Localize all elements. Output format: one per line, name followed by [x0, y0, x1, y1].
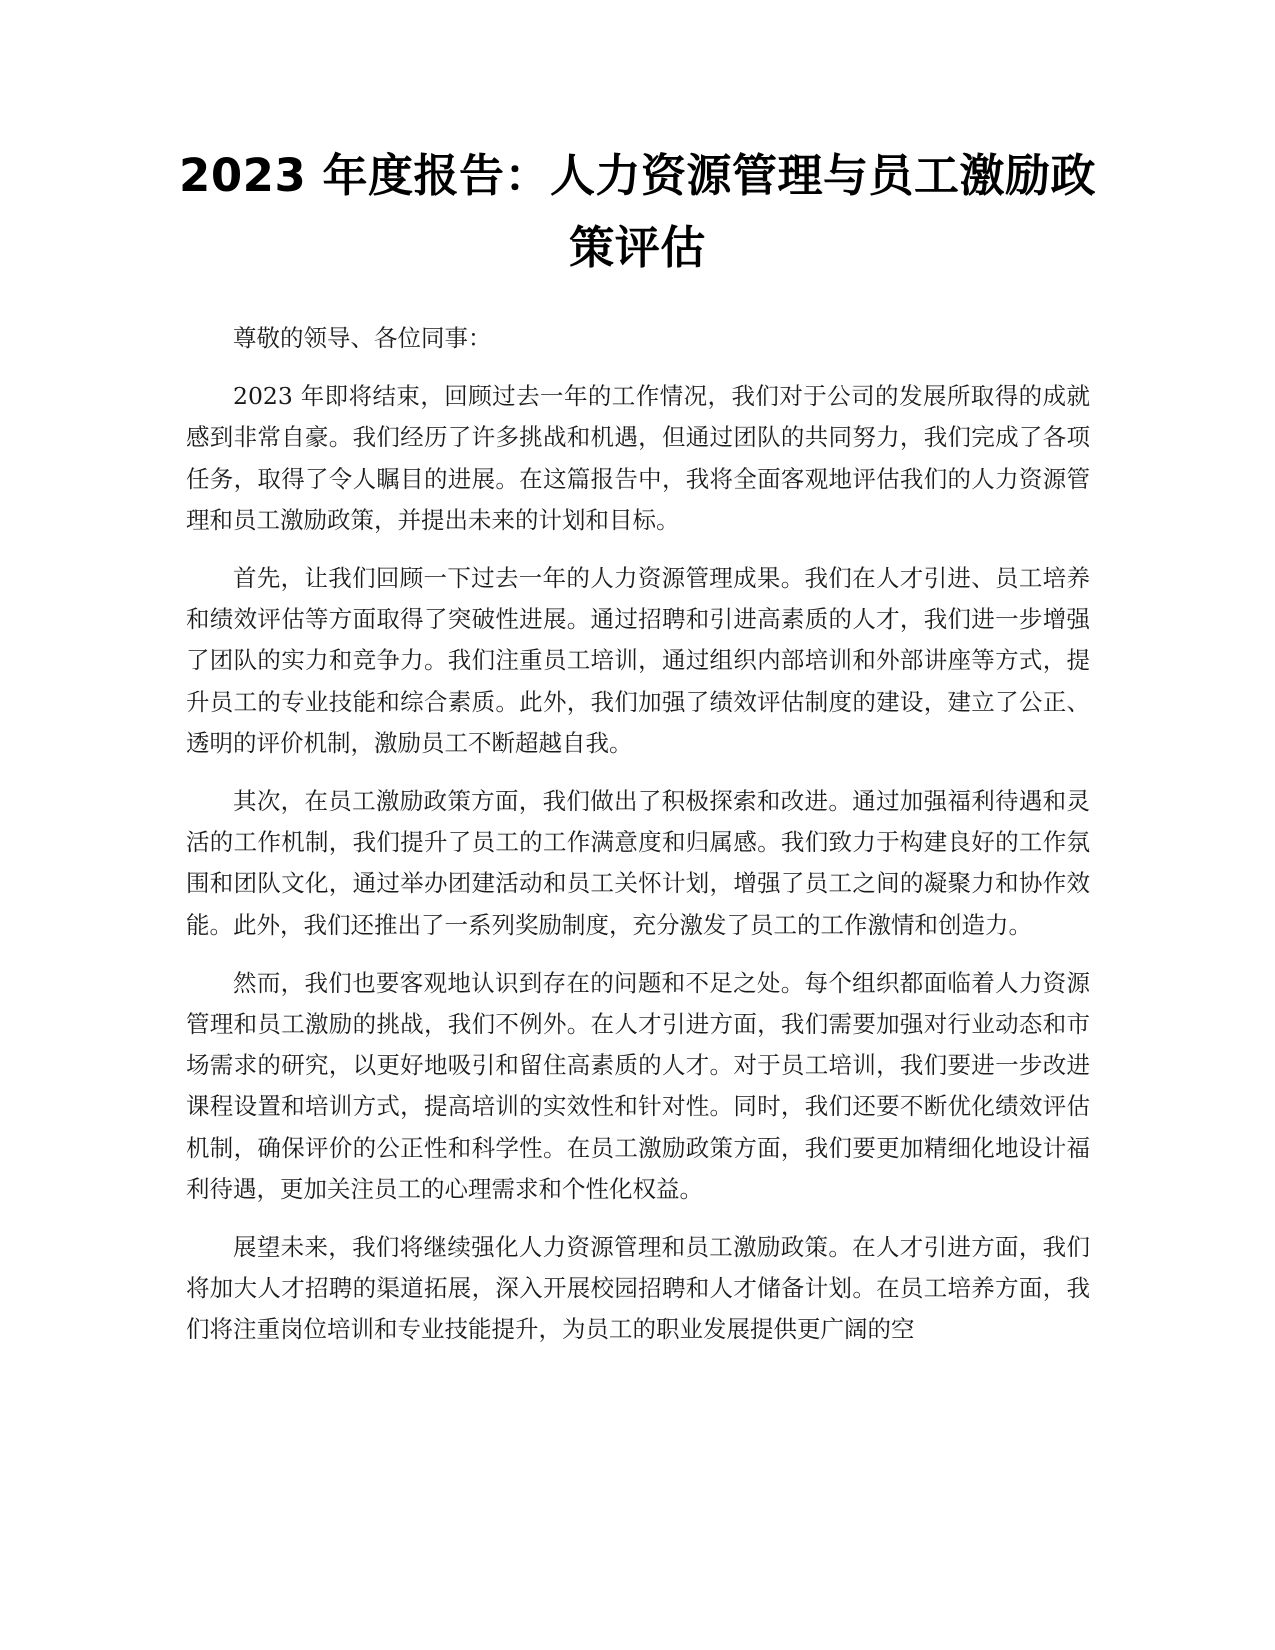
intro-paragraph: 2023 年即将结束，回顾过去一年的工作情况，我们对于公司的发展所取得的成就感到非常自豪。我们经历了许多挑战和机遇，但通过团队的共同努力，我们完成了各项任务，取得了令人瞩目的进展。在这篇报告中，我将全面客观地评估我们的人力资源管理和员工激励政策，并提出未来的计划和目标。: [186, 382, 1090, 534]
hr-achievements-paragraph: 首先，让我们回顾一下过去一年的人力资源管理成果。我们在人才引进、员工培养和绩效评估等方面取得了突破性进展。通过招聘和引进高素质的人才，我们进一步增强了团队的实力和竞争力。我们注重员工培训，通过组织内部培训和外部讲座等方式，提升员工的专业技能和综合素质。此外，我们加强了绩效评估制度的建设，建立了公正、透明的评价机制，激励员工不断超越自我。: [186, 564, 1090, 757]
incentive-policy-paragraph: 其次，在员工激励政策方面，我们做出了积极探索和改进。通过加强福利待遇和灵活的工作机制，我们提升了员工的工作满意度和归属感。我们致力于构建良好的工作氛围和团队文化，通过举办团建活动和员工关怀计划，增强了员工之间的凝聚力和协作效能。此外，我们还推出了一系列奖励制度，充分激发了员工的工作激情和创造力。: [186, 787, 1090, 939]
document-title: 2023 年度报告：人力资源管理与员工激励政策评估: [179, 149, 1096, 274]
document-body: [186, 318, 1090, 1368]
salutation-paragraph: 尊敬的领导、各位同事：: [233, 324, 492, 352]
issues-paragraph: 然而，我们也要客观地认识到存在的问题和不足之处。每个组织都面临着人力资源管理和员工激励的挑战，我们不例外。在人才引进方面，我们需要加强对行业动态和市场需求的研究，以更好地吸引和留住高素质的人才。对于员工培训，我们要进一步改进课程设置和培训方式，提高培训的实效性和针对性。同时，我们还要不断优化绩效评估机制，确保评价的公正性和科学性。在员工激励政策方面，我们要更加精细化地设计福利待遇，更加关注员工的心理需求和个性化权益。: [186, 968, 1090, 1203]
outlook-paragraph: 展望未来，我们将继续强化人力资源管理和员工激励政策。在人才引进方面，我们将加大人才招聘的渠道拓展，深入开展校园招聘和人才储备计划。在员工培养方面，我们将注重岗位培训和专业技能提升，为员工的职业发展提供更广阔的空: [186, 1233, 1090, 1344]
